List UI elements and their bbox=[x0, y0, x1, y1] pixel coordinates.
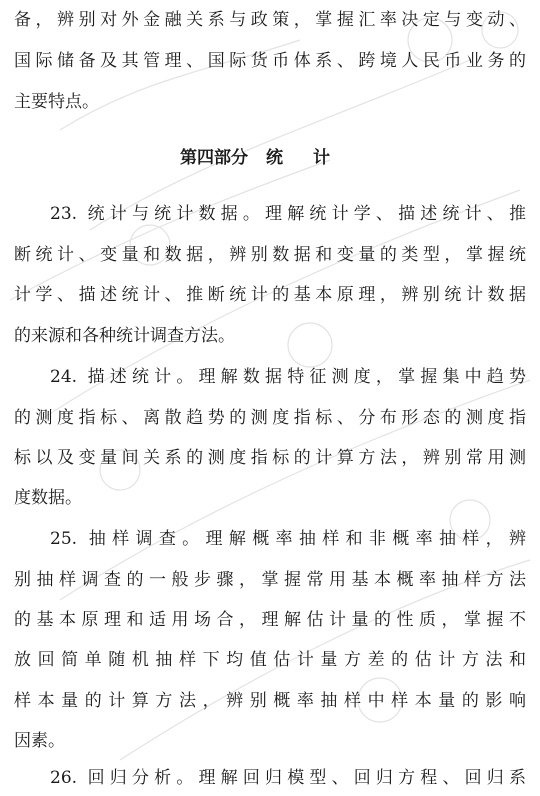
item-26-line-1: 26. 回归分析。理解回归模型、回归方程、回归系 bbox=[50, 768, 526, 788]
item-23-line-3: 计学、描述统计、推断统计的基本原理，辨别统计数据 bbox=[14, 285, 526, 305]
item-25-line-6: 因素。 bbox=[14, 731, 65, 751]
item-25-line-1: 25. 抽样调查。理解概率抽样和非概率抽样，辨 bbox=[50, 529, 526, 549]
item-25-line-4: 放回简单随机抽样下均值估计量方差的估计方法和 bbox=[14, 650, 526, 670]
intro-line-3: 主要特点。 bbox=[14, 92, 99, 112]
intro-line-2: 国际储备及其管理、国际货币体系、跨境人民币业务的 bbox=[14, 51, 526, 71]
section-part: 第四部分 bbox=[180, 148, 248, 168]
item-25-line-2: 别抽样调查的一般步骤，掌握常用基本概率抽样方法 bbox=[14, 570, 526, 590]
item-24-line-2: 的测度指标、离散趋势的测度指标、分布形态的测度指 bbox=[14, 408, 526, 428]
item-23-line-2: 断统计、变量和数据，辨别数据和变量的类型，掌握统 bbox=[14, 245, 526, 265]
item-25-line-5: 样本量的计算方法，辨别概率抽样中样本量的影响 bbox=[14, 691, 526, 711]
item-24-line-3: 标以及变量间关系的测度指标的计算方法，辨别常用测 bbox=[14, 448, 526, 468]
item-24-line-1: 24. 描述统计。理解数据特征测度，掌握集中趋势 bbox=[50, 367, 526, 387]
section-title: 统计 bbox=[266, 148, 360, 168]
section-heading bbox=[14, 140, 526, 176]
item-23-line-1: 23. 统计与统计数据。理解统计学、描述统计、推 bbox=[50, 204, 526, 224]
item-23-line-4: 的来源和各种统计调查方法。 bbox=[14, 326, 235, 346]
intro-line-1: 备，辨别对外金融关系与政策，掌握汇率决定与变动、 bbox=[14, 10, 526, 30]
item-24-line-4: 度数据。 bbox=[14, 488, 82, 508]
item-25-line-3: 的基本原理和适用场合，理解估计量的性质，掌握不 bbox=[14, 610, 526, 630]
